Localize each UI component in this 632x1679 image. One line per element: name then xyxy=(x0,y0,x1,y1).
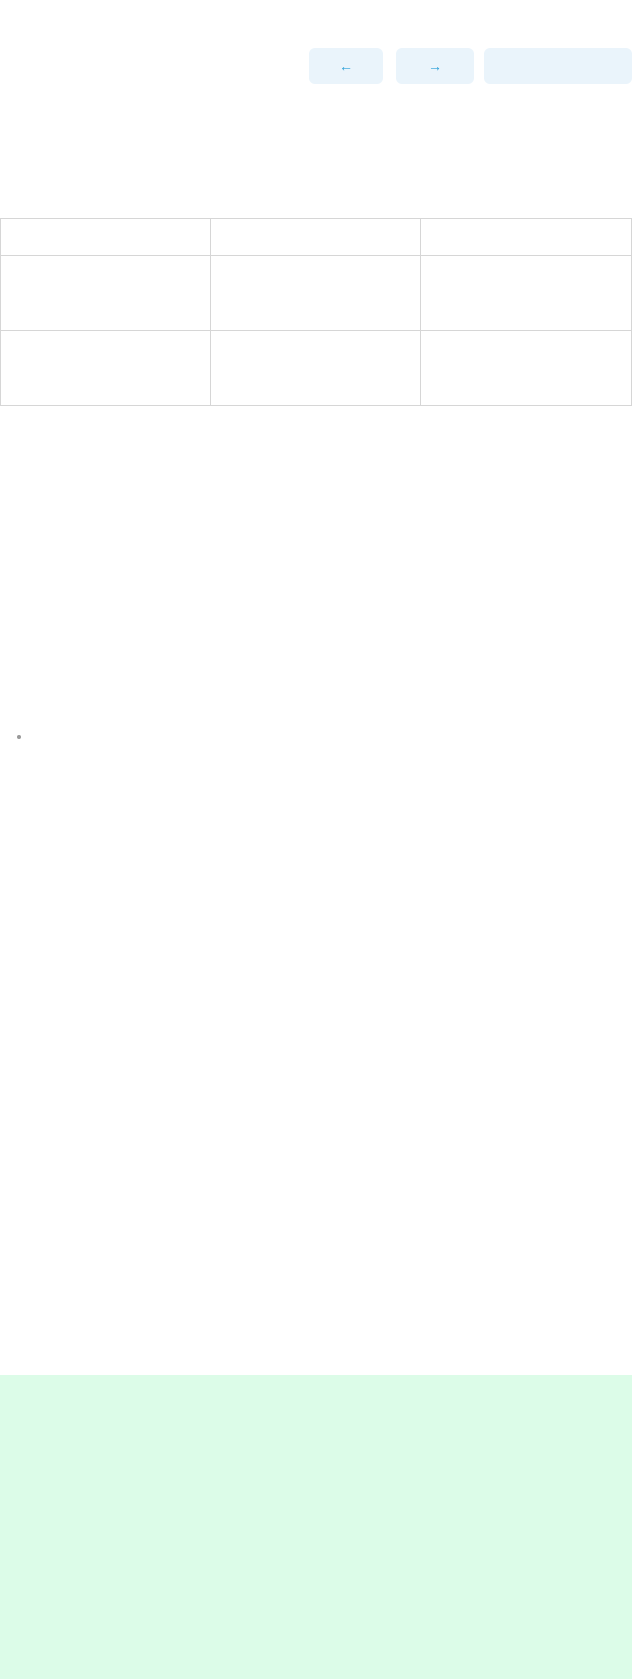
grammar-table xyxy=(0,218,632,406)
bullet-dot xyxy=(17,735,21,739)
table-cell xyxy=(421,331,632,406)
table-cell xyxy=(1,256,211,331)
answer-block xyxy=(0,1375,632,1679)
table-cell xyxy=(211,331,421,406)
arrow-right-icon: → xyxy=(428,58,442,74)
table-cell xyxy=(211,256,421,331)
table-header-positive xyxy=(1,219,211,256)
table-cell xyxy=(1,331,211,406)
table-header-question xyxy=(421,219,632,256)
all-exercises-button[interactable] xyxy=(484,48,632,84)
table-cell xyxy=(421,256,632,331)
next-exercise-button[interactable] xyxy=(396,48,474,84)
prev-exercise-button[interactable] xyxy=(309,48,383,84)
table-header-negative xyxy=(211,219,421,256)
arrow-left-icon: ← xyxy=(339,58,353,74)
